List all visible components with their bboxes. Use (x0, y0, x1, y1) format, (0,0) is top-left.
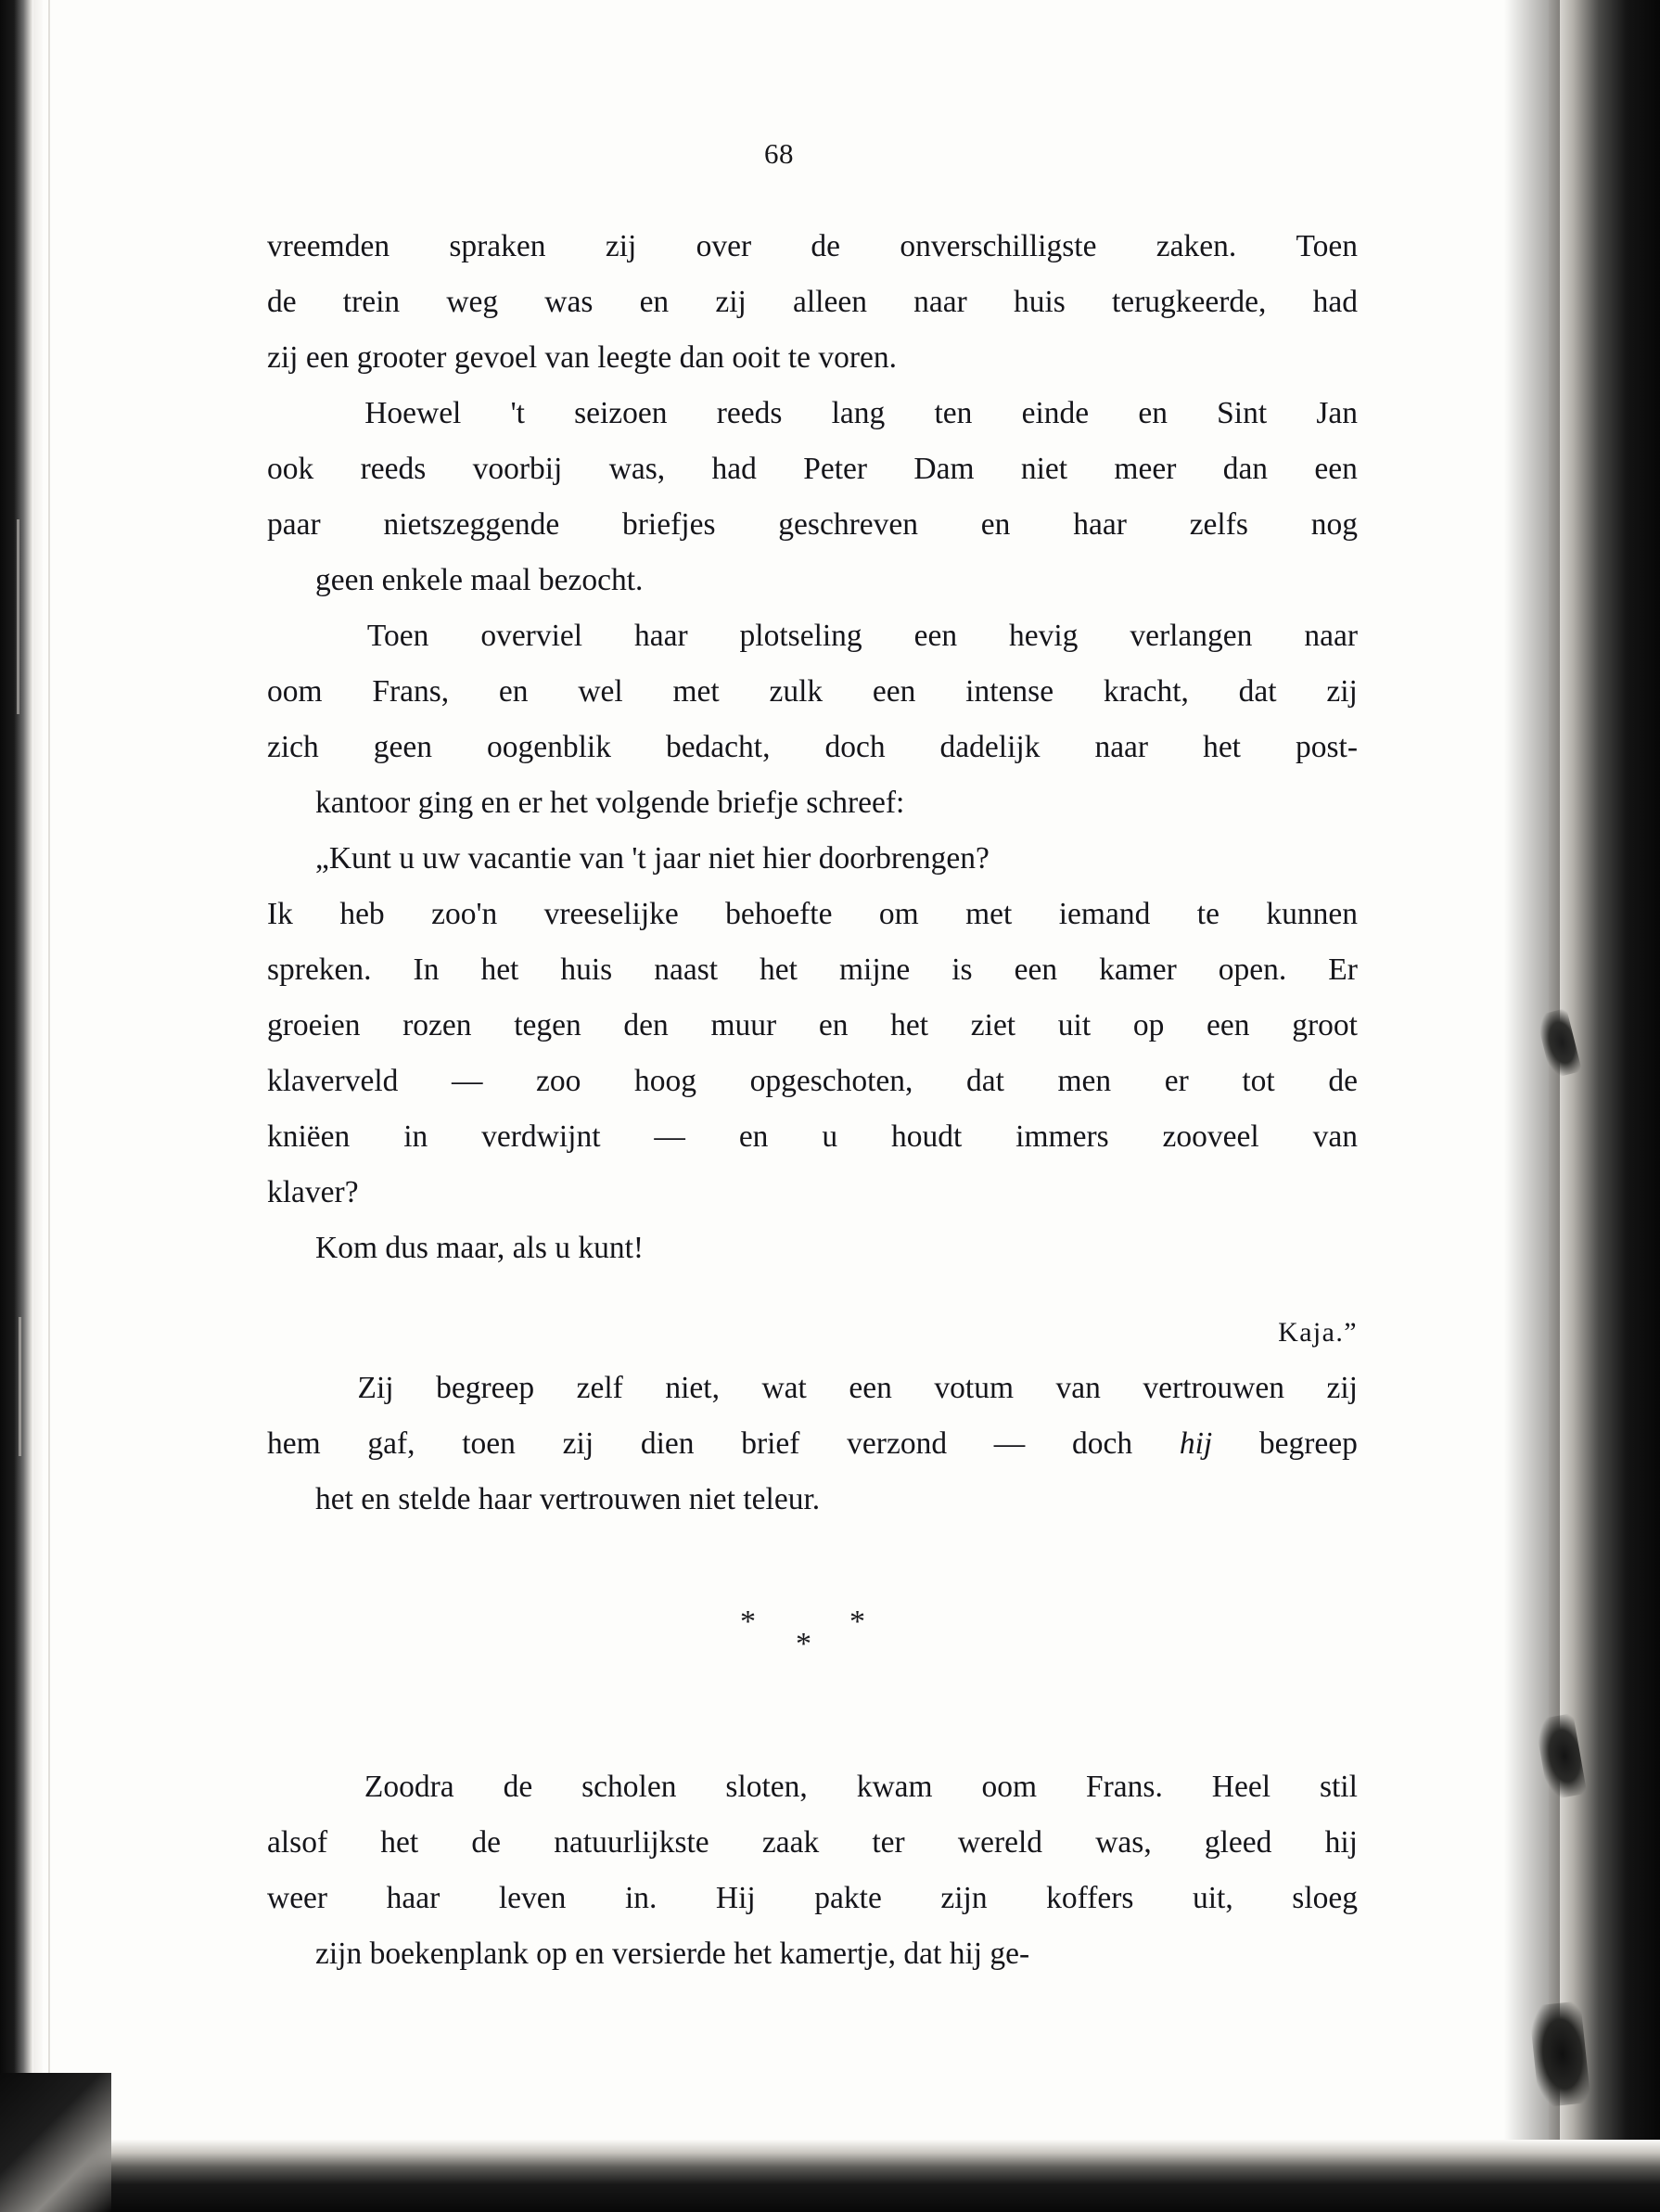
word: heb (339, 897, 385, 931)
word: seizoen (574, 396, 668, 430)
word: en (1138, 396, 1168, 430)
text-line (267, 275, 1358, 330)
paragraph-letter-closing (267, 1221, 1358, 1276)
word: brief (741, 1426, 800, 1461)
word: verlangen (1130, 619, 1253, 653)
word: post- (1295, 730, 1358, 764)
word: met (672, 674, 720, 709)
word: uit, (1192, 1881, 1233, 1915)
word: kracht, (1103, 674, 1189, 709)
word: 't (510, 396, 525, 430)
word: oom (267, 674, 323, 709)
word: immers (1015, 1119, 1109, 1154)
paragraph (267, 608, 1358, 831)
word: reeds (360, 452, 427, 486)
word: wel (578, 674, 623, 709)
word: Toen (366, 619, 429, 653)
word: en (818, 1008, 849, 1042)
word: niet, (665, 1371, 720, 1405)
word: Dam (913, 452, 975, 486)
text-line (267, 497, 1358, 553)
word: zelf (576, 1371, 623, 1405)
word: pakte (814, 1881, 882, 1915)
word: een (913, 619, 958, 653)
word: reeds (716, 396, 783, 430)
word: terugkeerde, (1111, 285, 1267, 319)
word: naar (913, 285, 967, 319)
word: en (639, 285, 670, 319)
text-line: „Kunt u uw vacantie van 't jaar niet hier doorbrengen? (315, 841, 990, 876)
text-line: klaver? (267, 1175, 359, 1209)
italic-word: hij (1179, 1426, 1213, 1461)
word: te (1196, 897, 1219, 931)
word: de (503, 1770, 533, 1804)
text-line (267, 1109, 1358, 1165)
word: groeien (267, 1008, 361, 1042)
word: kniëen (267, 1119, 351, 1154)
word: behoefte (725, 897, 833, 931)
word: zooveel (1162, 1119, 1259, 1154)
word: ten (934, 396, 973, 430)
word: nog (1310, 507, 1358, 542)
word: votum (934, 1371, 1015, 1405)
word: begreep (1258, 1426, 1358, 1461)
letter-signature (267, 1304, 1358, 1361)
word: alleen (792, 285, 867, 319)
word: met (965, 897, 1013, 931)
word: het (1203, 730, 1241, 764)
word: haar (1073, 507, 1127, 542)
word: verdwijnt (481, 1119, 601, 1154)
word: en (498, 674, 529, 709)
word: bedacht, (665, 730, 771, 764)
word: dadelijk (939, 730, 1041, 764)
word: over (696, 229, 752, 263)
word: dat (965, 1064, 1004, 1098)
word: rozen (402, 1008, 472, 1042)
word: de (811, 229, 841, 263)
text-line (267, 1871, 1358, 1926)
word: einde (1021, 396, 1090, 430)
word: begreep (436, 1371, 535, 1405)
word: iemand (1058, 897, 1151, 931)
word: hem (267, 1426, 321, 1461)
word: de (471, 1825, 502, 1860)
word: doch (824, 730, 886, 764)
word: meer (1114, 452, 1177, 486)
word: er (1164, 1064, 1189, 1098)
paragraph (267, 219, 1358, 386)
text-line (267, 1759, 1358, 1815)
text-line (267, 720, 1358, 775)
word: het (760, 953, 798, 987)
word: tot (1242, 1064, 1275, 1098)
word: haar (633, 619, 688, 653)
word: zij (715, 285, 747, 319)
word: zaak (761, 1825, 820, 1860)
text-line (267, 1815, 1358, 1871)
word: geen (373, 730, 433, 764)
word: vertrouwen (1143, 1371, 1284, 1405)
text-line: het en stelde haar vertrouwen niet teleur. (315, 1482, 821, 1516)
word: den (623, 1008, 669, 1042)
word: had (1312, 285, 1358, 319)
paragraph (267, 1759, 1358, 1982)
asterisk-right: * (849, 1605, 865, 1639)
word: gaf, (367, 1426, 415, 1461)
word: weer (267, 1881, 328, 1915)
word: van (1055, 1371, 1101, 1405)
word: Ik (267, 897, 293, 931)
word: een (1314, 452, 1358, 486)
word: hij (1324, 1825, 1358, 1860)
word: Toen (1296, 229, 1358, 263)
word: uit (1057, 1008, 1092, 1042)
scene-break (267, 1581, 1358, 1670)
word: vreeselijke (543, 897, 679, 931)
signature-text: Kaja.” (1278, 1317, 1358, 1348)
word: — (654, 1119, 685, 1154)
text-line: zijn boekenplank op en versierde het kamertje, dat hij ge- (315, 1937, 1030, 1971)
text-line: geen enkele maal bezocht. (315, 563, 644, 597)
text-line (267, 1361, 1358, 1416)
text-line (267, 1054, 1358, 1109)
body-text-column (267, 219, 1358, 1982)
word: open. (1218, 953, 1287, 987)
word: was, (608, 452, 666, 486)
word: de (1328, 1064, 1358, 1098)
word: zij (605, 229, 637, 263)
word: ziet (970, 1008, 1016, 1042)
word: stil (1319, 1770, 1358, 1804)
word: natuurlijkste (554, 1825, 709, 1860)
word: kunnen (1266, 897, 1358, 931)
word: oogenblik (486, 730, 611, 764)
word: zij (1326, 1371, 1358, 1405)
spacer (267, 1276, 1358, 1304)
word: weg (446, 285, 499, 319)
word: doch (1071, 1426, 1133, 1461)
word: intense (965, 674, 1054, 709)
word: geschreven (778, 507, 918, 542)
word: hevig (1009, 619, 1079, 653)
word: het (380, 1825, 419, 1860)
word: in. (624, 1881, 658, 1915)
word: klaverveld (267, 1064, 399, 1098)
word: trein (342, 285, 401, 319)
word: niet (1020, 452, 1068, 486)
word: het (480, 953, 519, 987)
word: Zoodra (364, 1770, 454, 1804)
word: spreken. (267, 953, 372, 987)
word: zoo (536, 1064, 581, 1098)
word: zich (267, 730, 319, 764)
word: leven (498, 1881, 567, 1915)
word: mijne (838, 953, 911, 987)
word: huis (1013, 285, 1066, 319)
text-line (267, 219, 1358, 275)
word: — (451, 1064, 483, 1098)
text-line (267, 887, 1358, 942)
word: naast (654, 953, 719, 987)
word: houdt (890, 1119, 963, 1154)
word: een (1207, 1008, 1250, 1042)
text-line: zij een grooter gevoel van leegte dan ooit te voren. (267, 340, 898, 375)
word: wat (761, 1371, 807, 1405)
word: Heel (1211, 1770, 1271, 1804)
word: koffers (1046, 1881, 1134, 1915)
word: haar (386, 1881, 441, 1915)
word: van (1312, 1119, 1358, 1154)
word: en (980, 507, 1011, 542)
spacer (267, 1528, 1358, 1581)
word: sloeg (1292, 1881, 1358, 1915)
word: Hij (715, 1881, 756, 1915)
word: in (403, 1119, 428, 1154)
text-line (267, 441, 1358, 497)
word: zaken. (1156, 229, 1237, 263)
word: hoog (634, 1064, 696, 1098)
word: kamer (1099, 953, 1177, 987)
word: opgeschoten, (749, 1064, 913, 1098)
word: de (267, 285, 297, 319)
text-line (267, 942, 1358, 998)
word: een (872, 674, 916, 709)
word: gleed (1204, 1825, 1272, 1860)
word: Sint (1217, 396, 1268, 430)
word: lang (831, 396, 886, 430)
word: op (1132, 1008, 1165, 1042)
word: kwam (856, 1770, 933, 1804)
word: spraken (449, 229, 546, 263)
word: men (1057, 1064, 1112, 1098)
word: had (711, 452, 757, 486)
word: plotseling (739, 619, 862, 653)
word: wereld (957, 1825, 1043, 1860)
word: verzond (847, 1426, 948, 1461)
word: om (878, 897, 919, 931)
word: tegen (514, 1008, 581, 1042)
asterisk-left: * (740, 1605, 756, 1639)
word: vreemden (267, 229, 390, 263)
word: Hoewel (364, 396, 462, 430)
word: het (890, 1008, 929, 1042)
asterisk-center: * (796, 1627, 811, 1661)
word: oom (981, 1770, 1038, 1804)
word: naar (1094, 730, 1149, 764)
spacer (267, 1670, 1358, 1759)
word: Jan (1316, 396, 1358, 430)
text-line: Kom dus maar, als u kunt! (315, 1231, 645, 1265)
word: Frans. (1086, 1770, 1163, 1804)
word: huis (560, 953, 613, 987)
word: is (951, 953, 973, 987)
word: zoo'n (431, 897, 498, 931)
word: scholen (581, 1770, 677, 1804)
word: Er (1328, 953, 1358, 987)
word: zij (1326, 674, 1358, 709)
word: zij (562, 1426, 594, 1461)
paragraph-letter-body (267, 887, 1358, 1221)
word: zijn (940, 1881, 988, 1915)
word: Peter (803, 452, 868, 486)
word: dat (1238, 674, 1277, 709)
paragraph-letter-opening (267, 831, 1358, 887)
word: nietszeggende (383, 507, 560, 542)
word: In (413, 953, 440, 987)
word: onverschilligste (900, 229, 1097, 263)
word: briefjes (622, 507, 716, 542)
word: een (849, 1371, 892, 1405)
word: dien (640, 1426, 695, 1461)
text-line (267, 608, 1358, 664)
word: sloten, (725, 1770, 808, 1804)
paragraph (267, 1361, 1358, 1528)
word: zulk (769, 674, 824, 709)
word: zelfs (1189, 507, 1248, 542)
text-line (267, 998, 1358, 1054)
word: paar (267, 507, 321, 542)
word: Frans, (372, 674, 450, 709)
word: en (738, 1119, 769, 1154)
paragraph (267, 386, 1358, 608)
word: — (993, 1426, 1026, 1461)
text-line (267, 386, 1358, 441)
word: u (822, 1119, 838, 1154)
word: alsof (267, 1825, 328, 1860)
page-number: 68 (764, 137, 794, 170)
word: ter (872, 1825, 905, 1860)
word: groot (1292, 1008, 1358, 1042)
word: was (544, 285, 594, 319)
word: naar (1304, 619, 1358, 653)
word: toen (462, 1426, 516, 1461)
word: ook (267, 452, 314, 486)
word: was, (1095, 1825, 1152, 1860)
word: voorbij (472, 452, 563, 486)
word: dan (1222, 452, 1269, 486)
word: een (1014, 953, 1058, 987)
text-line-with-italic (267, 1416, 1358, 1472)
text-line: kantoor ging en er het volgende briefje schreef: (315, 786, 905, 820)
word: muur (710, 1008, 777, 1042)
text-line (267, 664, 1358, 720)
word: Zij (357, 1371, 394, 1405)
word: overviel (480, 619, 583, 653)
